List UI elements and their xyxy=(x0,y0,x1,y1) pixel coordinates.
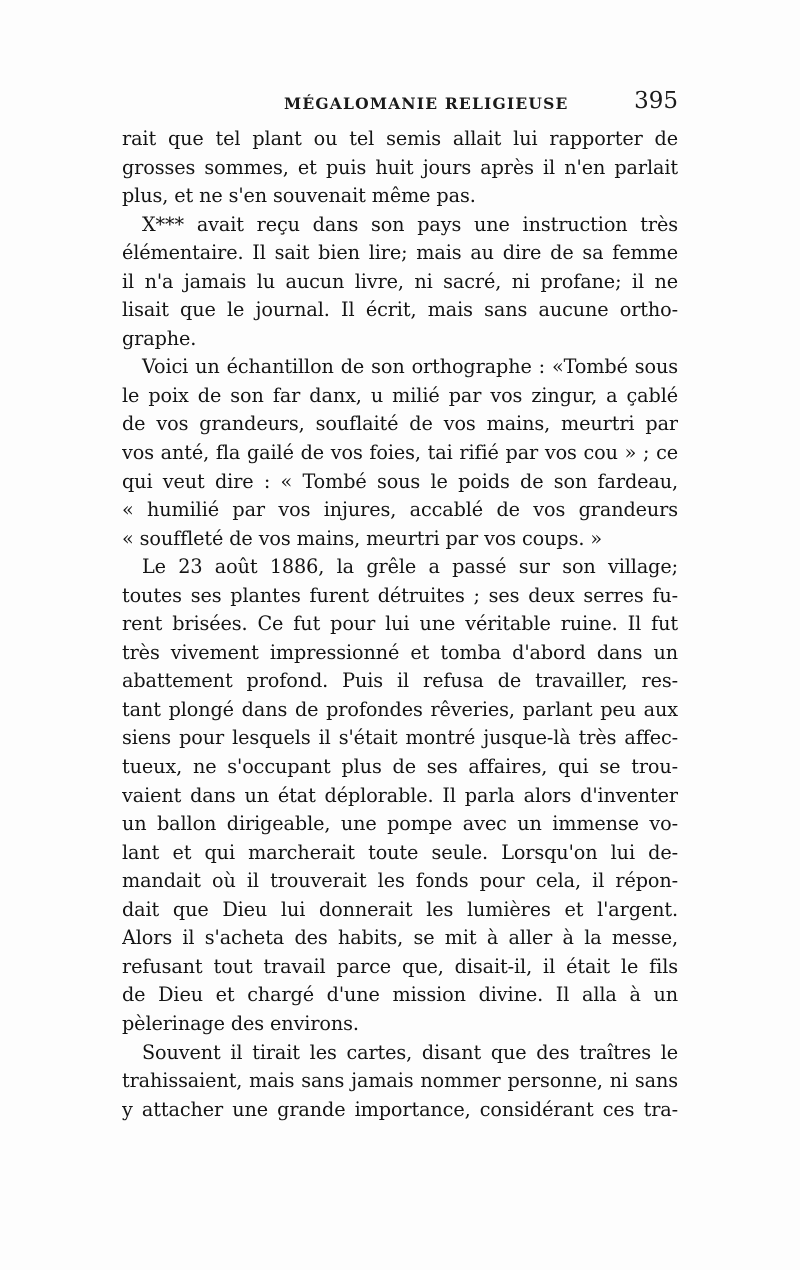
text-line: rent brisées. Ce fut pour lui une véritable ruine. Il fut xyxy=(122,612,678,636)
text-line: rait que tel plant ou tel semis allait lui rapporter de xyxy=(122,127,678,150)
text-line: abattement profond. Puis il refusa de travailler, res- xyxy=(122,669,678,693)
text-line: tueux, ne s'occupant plus de ses affaires, qui se trou- xyxy=(122,755,678,779)
text-line: lisait que le journal. Il écrit, mais sans aucune ortho- xyxy=(122,298,678,322)
text-line: Le 23 août 1886, la grêle a passé sur son village; xyxy=(142,555,678,579)
text-line: siens pour lesquels il s'était montré jusque-là très affec- xyxy=(122,726,678,750)
paragraph-1 xyxy=(122,125,678,211)
paragraph-5 xyxy=(122,1039,678,1125)
text-line: qui veut dire : « Tombé sous le poids de son fardeau, xyxy=(122,469,678,493)
page-number: 395 xyxy=(634,88,678,114)
text-line: grosses sommes, et puis huit jours après il n'en parlait xyxy=(122,155,678,179)
text-line: X*** avait reçu dans son pays une instruction très xyxy=(142,212,678,236)
text-line: très vivement impressionné et tomba d'abord dans un xyxy=(122,640,678,664)
text-line: Voici un échantillon de son orthographe : «Tombé sous xyxy=(142,355,678,379)
text-line: tant plongé dans de profondes rêveries, parlant peu aux xyxy=(122,697,678,721)
text-line: de Dieu et chargé d'une mission divine. Il alla à un xyxy=(122,983,678,1007)
text-line: trahissaient, mais sans jamais nommer personne, ni sans xyxy=(122,1069,678,1093)
text-line: élémentaire. Il sait bien lire; mais au dire de sa femme xyxy=(122,241,678,265)
text-line: mandait où il trouverait les fonds pour cela, il répon- xyxy=(122,869,678,893)
paragraph-4 xyxy=(122,553,678,1038)
page-header xyxy=(122,88,678,122)
text-line: de vos grandeurs, souflaité de vos mains, meurtri par xyxy=(122,412,678,436)
text-line: il n'a jamais lu aucun livre, ni sacré, ni profane; il ne xyxy=(122,269,678,293)
text-line: dait que Dieu lui donnerait les lumières et l'argent. xyxy=(122,897,678,921)
text-line: un ballon dirigeable, une pompe avec un immense vo- xyxy=(122,812,678,836)
text-line: plus, et ne s'en souvenait même pas. xyxy=(122,184,476,208)
paragraph-2 xyxy=(122,211,678,354)
text-line: « souffleté de vos mains, meurtri par vos coups. » xyxy=(122,526,602,550)
text-line: le poix de son far danx, u milié par vos zingur, a çablé xyxy=(122,383,678,407)
paragraph-3 xyxy=(122,353,678,553)
running-head: MÉGALOMANIE RELIGIEUSE xyxy=(284,94,569,113)
text-line: toutes ses plantes furent détruites ; ses deux serres fu- xyxy=(122,583,678,607)
text-line: « humilié par vos injures, accablé de vos grandeurs xyxy=(122,498,678,522)
text-line: vaient dans un état déplorable. Il parla alors d'inventer xyxy=(122,783,678,807)
text-line: pèlerinage des environs. xyxy=(122,1011,359,1035)
text-line: vos anté, fla gailé de vos foies, tai rifié par vos cou » ; ce xyxy=(122,441,678,465)
text-line: refusant tout travail parce que, disait-il, il était le fils xyxy=(122,954,678,978)
text-line: Souvent il tirait les cartes, disant que des traîtres le xyxy=(142,1040,678,1064)
text-line: lant et qui marcherait toute seule. Lorsqu'on lui de- xyxy=(122,840,678,864)
text-line: Alors il s'acheta des habits, se mit à aller à la messe, xyxy=(122,926,678,950)
body-text xyxy=(122,125,678,1124)
text-line: graphe. xyxy=(122,326,197,350)
text-line: y attacher une grande importance, considérant ces tra- xyxy=(122,1097,678,1121)
